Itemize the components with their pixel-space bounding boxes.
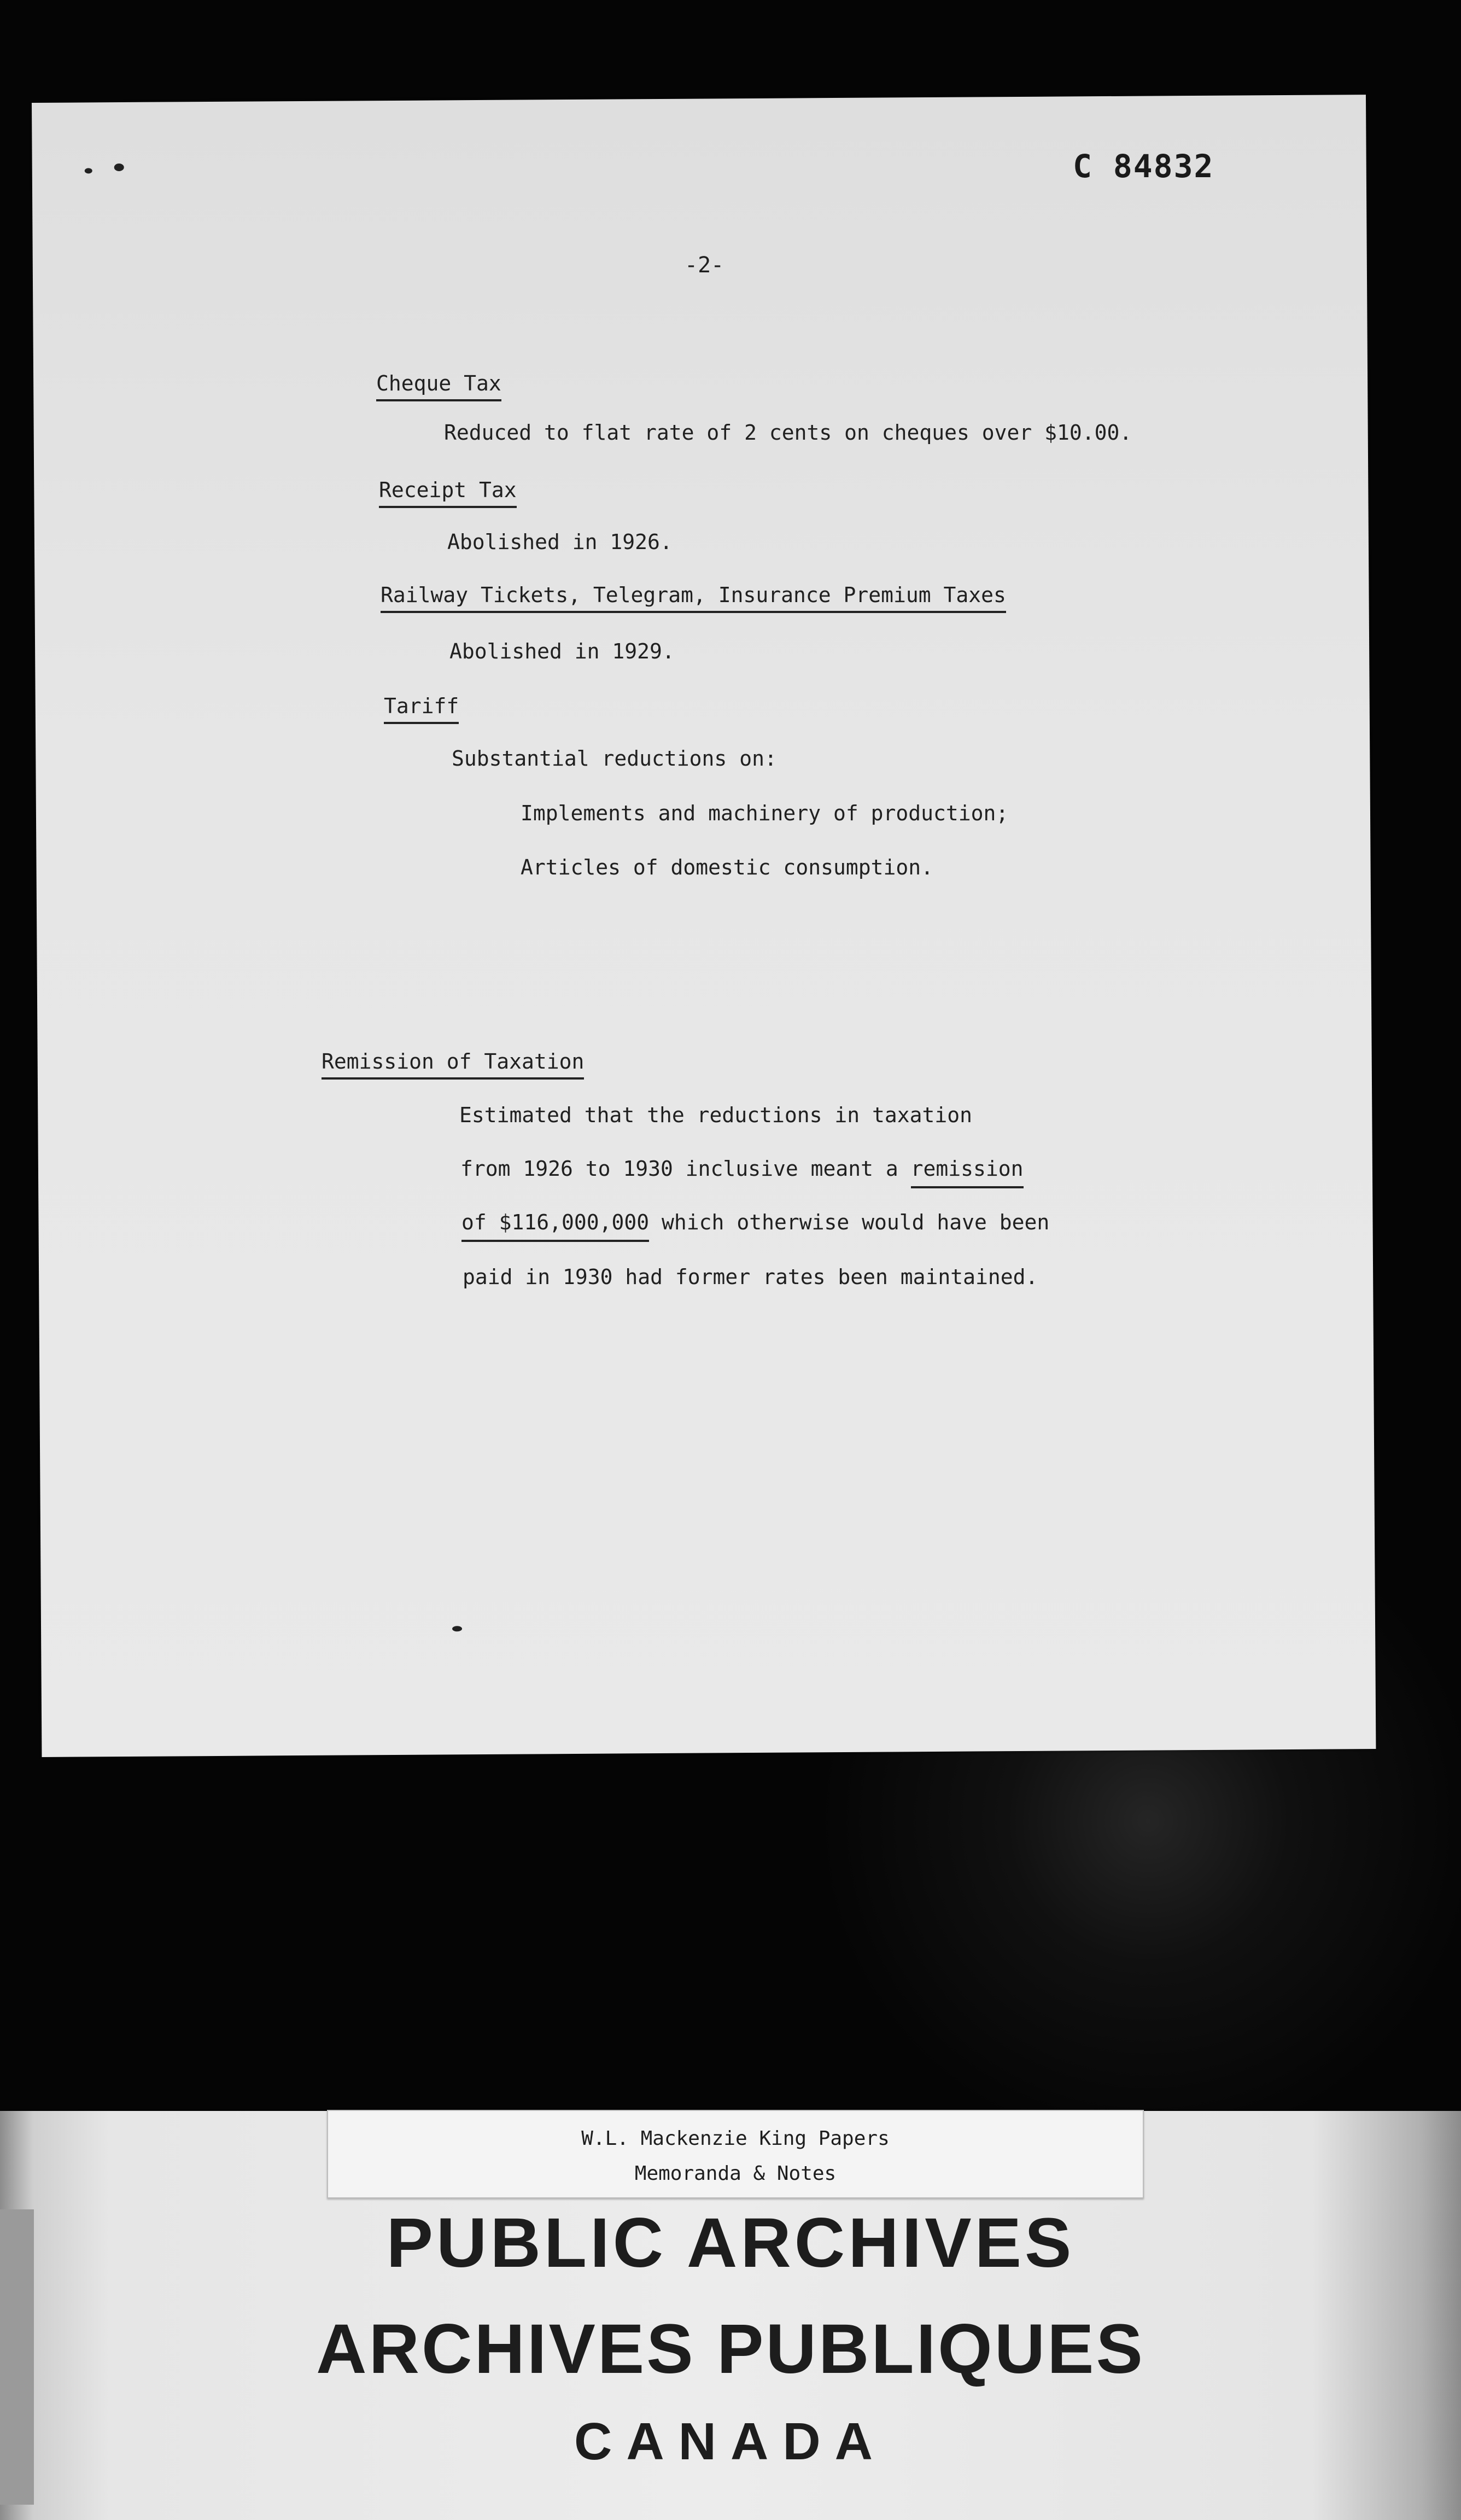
section-heading-cheque-tax: Cheque Tax bbox=[376, 373, 501, 401]
section-heading-remission: Remission of Taxation bbox=[322, 1051, 584, 1080]
remission-line-4: paid in 1930 had former rates been maintained. bbox=[463, 1265, 1038, 1289]
section-text-receipt-tax: Abolished in 1926. bbox=[447, 530, 673, 554]
document-number: C 84832 bbox=[1073, 148, 1214, 185]
document-page bbox=[32, 95, 1376, 1757]
tariff-subitem-articles: Articles of domestic consumption. bbox=[521, 855, 933, 879]
archive-stamp-canada: CANADA bbox=[574, 2412, 887, 2471]
ink-speck bbox=[452, 1626, 462, 1631]
remission-line-2 bbox=[460, 1158, 1024, 1179]
tariff-subitem-implements: Implements and machinery of production; bbox=[521, 801, 1009, 825]
section-text-cheque-tax: Reduced to flat rate of 2 cents on cheques over $10.00. bbox=[444, 421, 1132, 445]
archive-label-collection: W.L. Mackenzie King Papers bbox=[581, 2127, 890, 2150]
section-heading-railway-tickets: Railway Tickets, Telegram, Insurance Premium Taxes bbox=[381, 585, 1006, 613]
page-number: -2- bbox=[685, 253, 724, 278]
archive-stamp-public-archives: PUBLIC ARCHIVES bbox=[386, 2204, 1075, 2282]
ink-speck bbox=[114, 164, 124, 171]
archive-collection-label bbox=[327, 2110, 1144, 2198]
section-text-tariff: Substantial reductions on: bbox=[452, 746, 777, 771]
ink-speck bbox=[85, 168, 92, 173]
section-heading-receipt-tax: Receipt Tax bbox=[379, 480, 517, 508]
remission-line-3-text: which otherwise would have been bbox=[649, 1210, 1050, 1234]
archive-stamp-archives-publiques: ARCHIVES PUBLIQUES bbox=[316, 2310, 1145, 2388]
section-heading-tariff: Tariff bbox=[384, 696, 459, 724]
section-text-railway-tickets: Abolished in 1929. bbox=[449, 639, 675, 663]
archive-label-series: Memoranda & Notes bbox=[634, 2162, 837, 2185]
remission-line-2-text: from 1926 to 1930 inclusive meant a bbox=[460, 1157, 911, 1181]
remission-line-1: Estimated that the reductions in taxation bbox=[459, 1103, 972, 1127]
remission-line-3 bbox=[461, 1212, 1049, 1233]
remission-underlined-word: remission bbox=[911, 1157, 1024, 1188]
remission-underlined-amount: of $116,000,000 bbox=[461, 1210, 649, 1242]
